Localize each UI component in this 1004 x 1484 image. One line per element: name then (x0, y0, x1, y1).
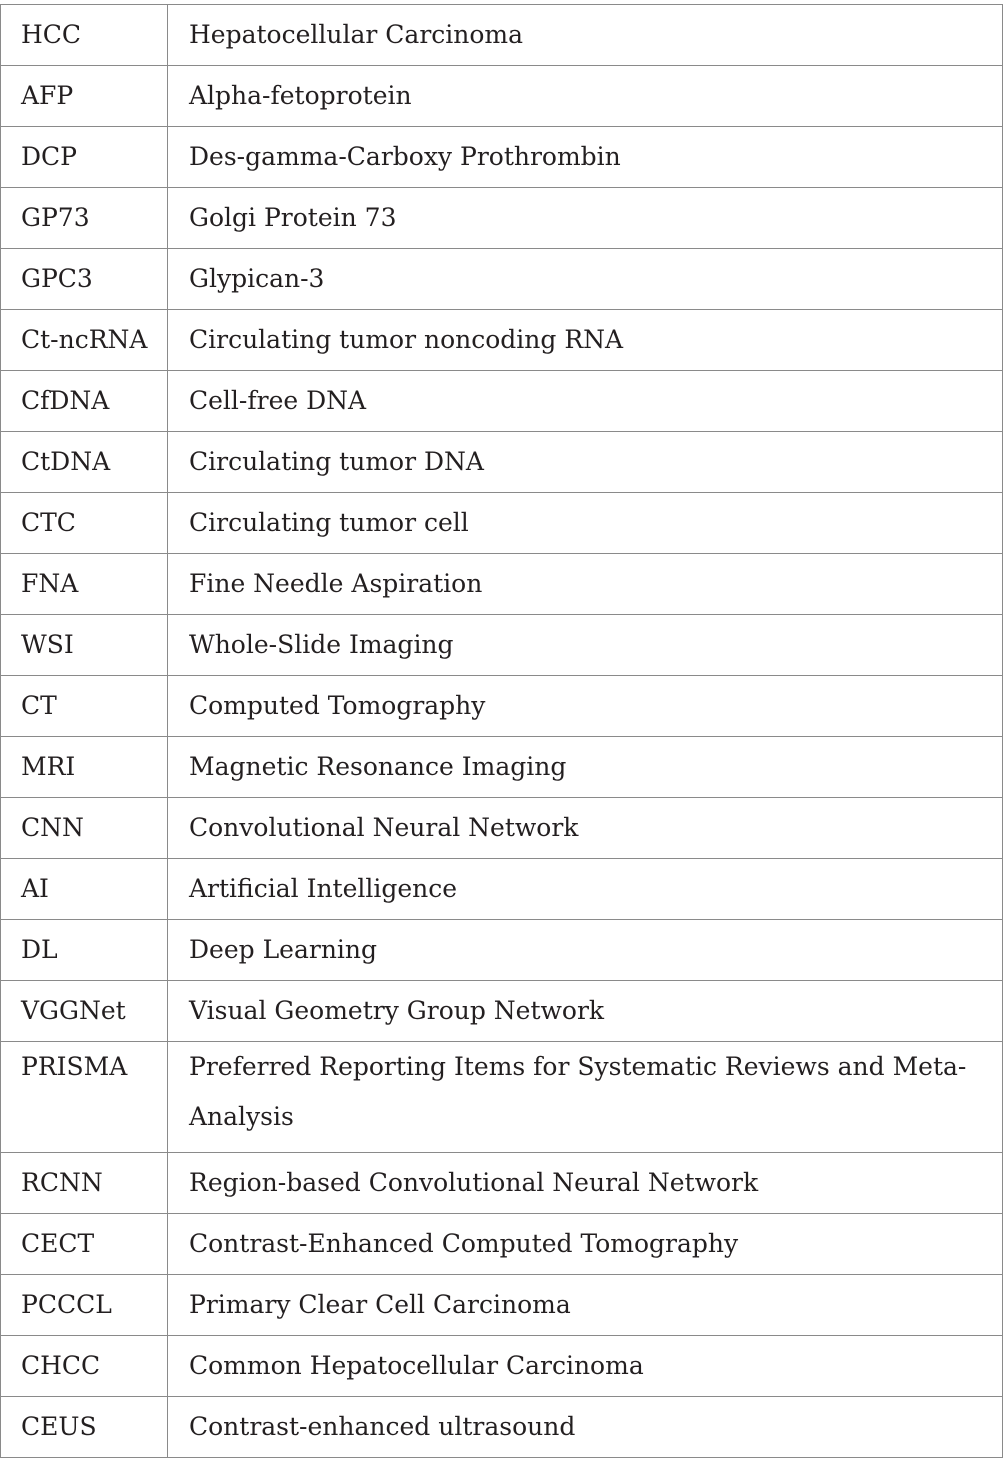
table-row (1, 249, 1003, 310)
definition-cell: Whole-Slide Imaging (168, 615, 1003, 676)
abbreviation-cell: CECT (1, 1214, 168, 1275)
definition-cell: Deep Learning (168, 920, 1003, 981)
definition-cell: Preferred Reporting Items for Systematic Reviews and Meta-Analysis (168, 1042, 1003, 1153)
definition-cell: Alpha-fetoprotein (168, 66, 1003, 127)
definition-cell: Computed Tomography (168, 676, 1003, 737)
abbreviation-cell: PCCCL (1, 1275, 168, 1336)
abbreviation-cell: CtDNA (1, 432, 168, 493)
abbreviation-cell: MRI (1, 737, 168, 798)
definition-cell: Circulating tumor cell (168, 493, 1003, 554)
abbreviation-cell: WSI (1, 615, 168, 676)
abbreviation-cell: FNA (1, 554, 168, 615)
abbreviation-cell: AFP (1, 66, 168, 127)
definition-cell: Convolutional Neural Network (168, 798, 1003, 859)
definition-cell: Region-based Convolutional Neural Network (168, 1153, 1003, 1214)
table-row (1, 798, 1003, 859)
table-row (1, 5, 1003, 66)
table-row (1, 859, 1003, 920)
definition-cell: Circulating tumor noncoding RNA (168, 310, 1003, 371)
definition-cell: Artificial Intelligence (168, 859, 1003, 920)
abbreviation-cell: CEUS (1, 1397, 168, 1458)
table-row (1, 371, 1003, 432)
table-row (1, 188, 1003, 249)
abbreviation-cell: CT (1, 676, 168, 737)
abbreviation-cell: Ct-ncRNA (1, 310, 168, 371)
table-row (1, 432, 1003, 493)
table-row (1, 1397, 1003, 1458)
abbreviation-cell: CHCC (1, 1336, 168, 1397)
definition-cell: Primary Clear Cell Carcinoma (168, 1275, 1003, 1336)
abbreviation-cell: PRISMA (1, 1042, 168, 1153)
table-row (1, 981, 1003, 1042)
abbreviation-cell: CfDNA (1, 371, 168, 432)
table-row (1, 554, 1003, 615)
abbreviations-table (0, 4, 1003, 1458)
abbreviations-table-body (1, 5, 1003, 1458)
table-row (1, 493, 1003, 554)
table-row (1, 1042, 1003, 1153)
table-row (1, 737, 1003, 798)
abbreviation-cell: HCC (1, 5, 168, 66)
abbreviation-cell: GPC3 (1, 249, 168, 310)
definition-cell: Hepatocellular Carcinoma (168, 5, 1003, 66)
abbreviation-cell: CTC (1, 493, 168, 554)
abbreviation-cell: DCP (1, 127, 168, 188)
table-row (1, 1214, 1003, 1275)
table-row (1, 66, 1003, 127)
abbreviation-cell: DL (1, 920, 168, 981)
definition-cell: Contrast-Enhanced Computed Tomography (168, 1214, 1003, 1275)
definition-cell: Circulating tumor DNA (168, 432, 1003, 493)
definition-cell: Magnetic Resonance Imaging (168, 737, 1003, 798)
table-row (1, 1153, 1003, 1214)
table-row (1, 127, 1003, 188)
definition-cell: Glypican-3 (168, 249, 1003, 310)
table-row (1, 676, 1003, 737)
table-row (1, 920, 1003, 981)
definition-cell: Des-gamma-Carboxy Prothrombin (168, 127, 1003, 188)
definition-cell: Common Hepatocellular Carcinoma (168, 1336, 1003, 1397)
table-row (1, 1336, 1003, 1397)
definition-cell: Golgi Protein 73 (168, 188, 1003, 249)
table-row (1, 615, 1003, 676)
abbreviation-cell: RCNN (1, 1153, 168, 1214)
definition-cell: Visual Geometry Group Network (168, 981, 1003, 1042)
definition-cell: Cell-free DNA (168, 371, 1003, 432)
abbreviation-cell: GP73 (1, 188, 168, 249)
abbreviation-cell: VGGNet (1, 981, 168, 1042)
definition-cell: Contrast-enhanced ultrasound (168, 1397, 1003, 1458)
abbreviation-cell: CNN (1, 798, 168, 859)
definition-cell: Fine Needle Aspiration (168, 554, 1003, 615)
table-row (1, 1275, 1003, 1336)
table-row (1, 310, 1003, 371)
abbreviation-cell: AI (1, 859, 168, 920)
